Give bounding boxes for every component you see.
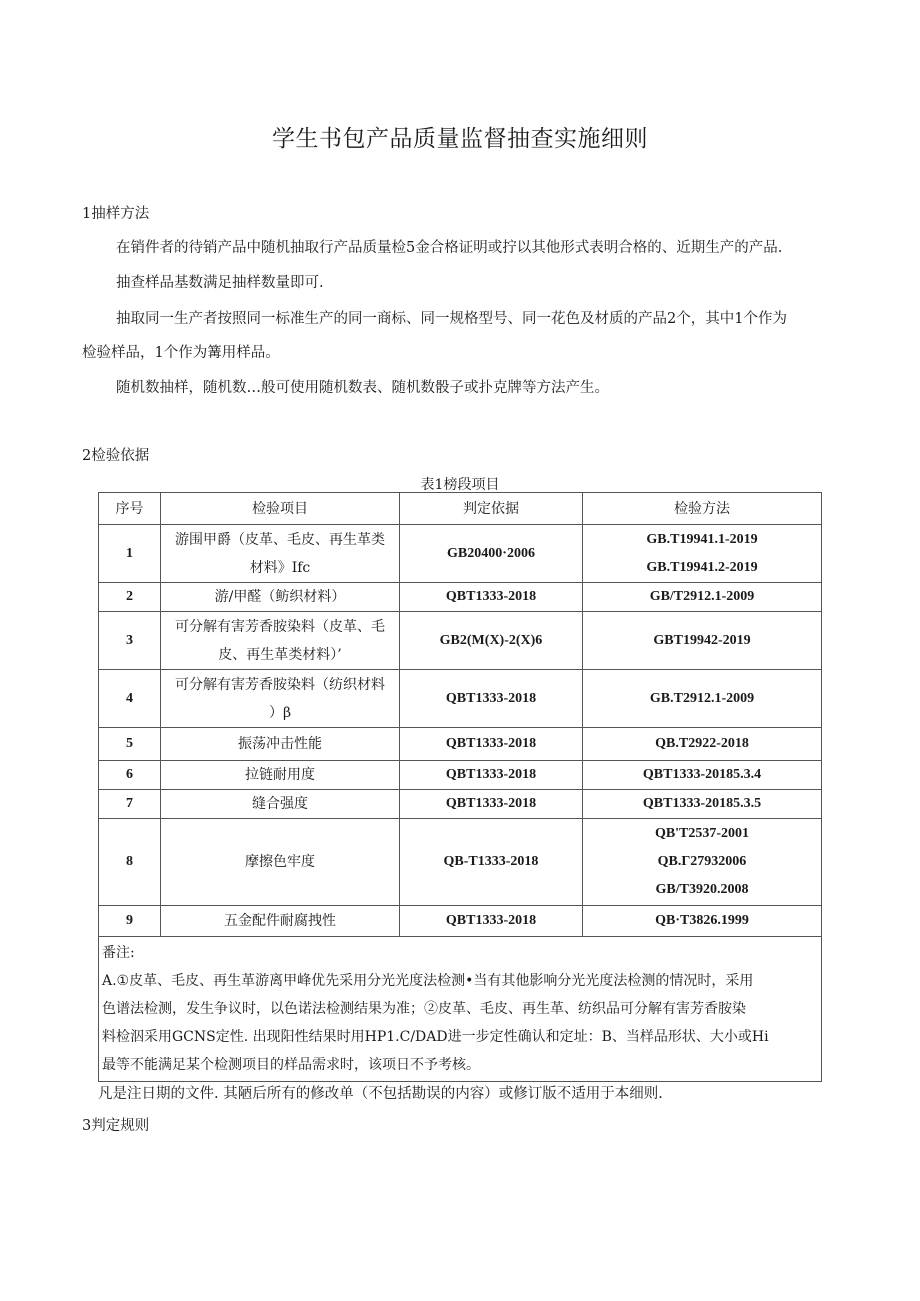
row-method: GB.T2912.1-2009 [583, 670, 822, 728]
header-method: 检验方法 [583, 493, 822, 525]
row-no: 5 [99, 728, 161, 761]
remarks-cell [99, 937, 822, 1082]
row-no: 1 [99, 525, 161, 583]
remarks-line: 料检泅采用GCNS定性. 出现阳性结果时用HP1.C/DAD进一步定性确认和定址：B、当样品形状、大小或Hi [102, 1029, 769, 1045]
row-item: 游/甲醛（鲂织材料） [161, 583, 400, 612]
row-basis: QBT1333-2018 [400, 728, 583, 761]
row-item-line: 皮、再生革类材料）’ [218, 646, 342, 663]
row-basis: QBT1333-2018 [400, 906, 583, 937]
row-item-line: 游围甲爵（皮革、毛皮、再生革类 [175, 531, 385, 548]
row-basis: GB2(M(X)-2(X)6 [400, 612, 583, 670]
row-method [583, 525, 822, 583]
section-3-heading: 3判定规则 [82, 1118, 150, 1134]
row-basis: QBT1333-2018 [400, 583, 583, 612]
row-method-line: QB'T2537-2001 [654, 826, 750, 841]
page-title: 学生书包产品质量监督抽查实施细则 [272, 126, 648, 152]
section-1-heading: 1抽样方法 [82, 206, 150, 222]
row-basis: QBT1333-2018 [400, 790, 583, 819]
table-row [99, 906, 822, 937]
row-no: 2 [99, 583, 161, 612]
remarks-line: 最等不能满足某个检测项目的样品需求时，该项日不予考核。 [102, 1057, 480, 1073]
row-method: QBT1333-20185.3.5 [583, 790, 822, 819]
dated-documents-note: 凡是注日期的文件. 其陋后所有的修改单（不包括勘误的内容）或修订版不适用于本细则. [98, 1086, 663, 1102]
row-basis: QBT1333-2018 [400, 670, 583, 728]
remarks-label: 番注: [102, 945, 135, 961]
row-item-line: 可分解有害芳香胺染料（皮革、毛 [175, 618, 385, 635]
table-row [99, 670, 822, 728]
row-method: GB/T2912.1-2009 [583, 583, 822, 612]
table-row [99, 761, 822, 790]
row-item-line: ）β [268, 704, 292, 721]
row-no: 7 [99, 790, 161, 819]
section-2-heading: 2检验依据 [82, 448, 150, 464]
row-method: QB.T2922-2018 [583, 728, 822, 761]
remarks-row [99, 937, 822, 1082]
row-basis: QB-T1333-2018 [400, 819, 583, 906]
row-method: QB·T3826.1999 [583, 906, 822, 937]
row-basis: QBT1333-2018 [400, 761, 583, 790]
row-method-line: GB.T19941.2-2019 [646, 559, 758, 575]
paragraph-sample-quantity-line2: 检验样品，1个作为篝用样品。 [82, 345, 280, 361]
row-method: GBT19942-2019 [583, 612, 822, 670]
row-method-line: GB.T19941.1-2019 [646, 531, 758, 547]
row-item [161, 525, 400, 583]
table-header-row [99, 493, 822, 525]
row-item-line: 材料》Ifc [249, 559, 311, 576]
paragraph-sampling-source: 在销件者的待销产品中随机抽取行产品质量检5金合格证明或拧以其他形式表明合格的、近期生产的产品. [116, 240, 783, 256]
table-row [99, 525, 822, 583]
table-row [99, 583, 822, 612]
table-row [99, 612, 822, 670]
row-no: 9 [99, 906, 161, 937]
row-item: 拉链耐用度 [161, 761, 400, 790]
row-method: QBT1333-20185.3.4 [583, 761, 822, 790]
row-item: 振荡冲击性能 [161, 728, 400, 761]
remarks-line: 色谱法检测，发生争议时，以色诺法检测结果为准；②皮革、毛皮、再生革、纺织品可分解有害芳香胺染 [102, 1001, 746, 1017]
row-basis: GB20400·2006 [400, 525, 583, 583]
row-item: 摩擦色牢度 [161, 819, 400, 906]
row-no: 8 [99, 819, 161, 906]
paragraph-sample-quantity-line1: 抽取同一生产者按照同一标准生产的同一商标、同一规格型号、同一花色及材质的产品2个，其中1个作为 [116, 311, 787, 327]
row-no: 6 [99, 761, 161, 790]
table-row [99, 790, 822, 819]
inspection-items-table [98, 492, 822, 1082]
remarks-line: A.①皮革、毛皮、再生革游离甲峰优先采用分光光度法检测•当有其他影响分光光度法检测的情况时，采用 [102, 973, 754, 989]
row-method [583, 819, 822, 906]
header-item: 检验项目 [161, 493, 400, 525]
paragraph-sample-base: 抽查样品基数满足抽样数量即可. [116, 275, 324, 291]
table-row [99, 819, 822, 906]
row-item: 五金配件耐腐拽性 [161, 906, 400, 937]
row-item-line: 可分解有害芳香胺染料（纺织材料 [175, 676, 385, 693]
table-caption: 表1榜段项目 [420, 477, 500, 493]
row-item [161, 670, 400, 728]
row-no: 4 [99, 670, 161, 728]
row-item [161, 612, 400, 670]
header-basis: 判定依据 [400, 493, 583, 525]
row-method-line: QB.Γ27932006 [657, 854, 747, 869]
row-method-line: GB/T3920.2008 [655, 882, 749, 897]
paragraph-random-method: 随机数抽样，随机数…般可使用随机数表、随机数骰子或扑克牌等方法产生。 [116, 380, 609, 396]
row-no: 3 [99, 612, 161, 670]
header-no: 序号 [99, 493, 161, 525]
row-item: 缝合强度 [161, 790, 400, 819]
table-row [99, 728, 822, 761]
